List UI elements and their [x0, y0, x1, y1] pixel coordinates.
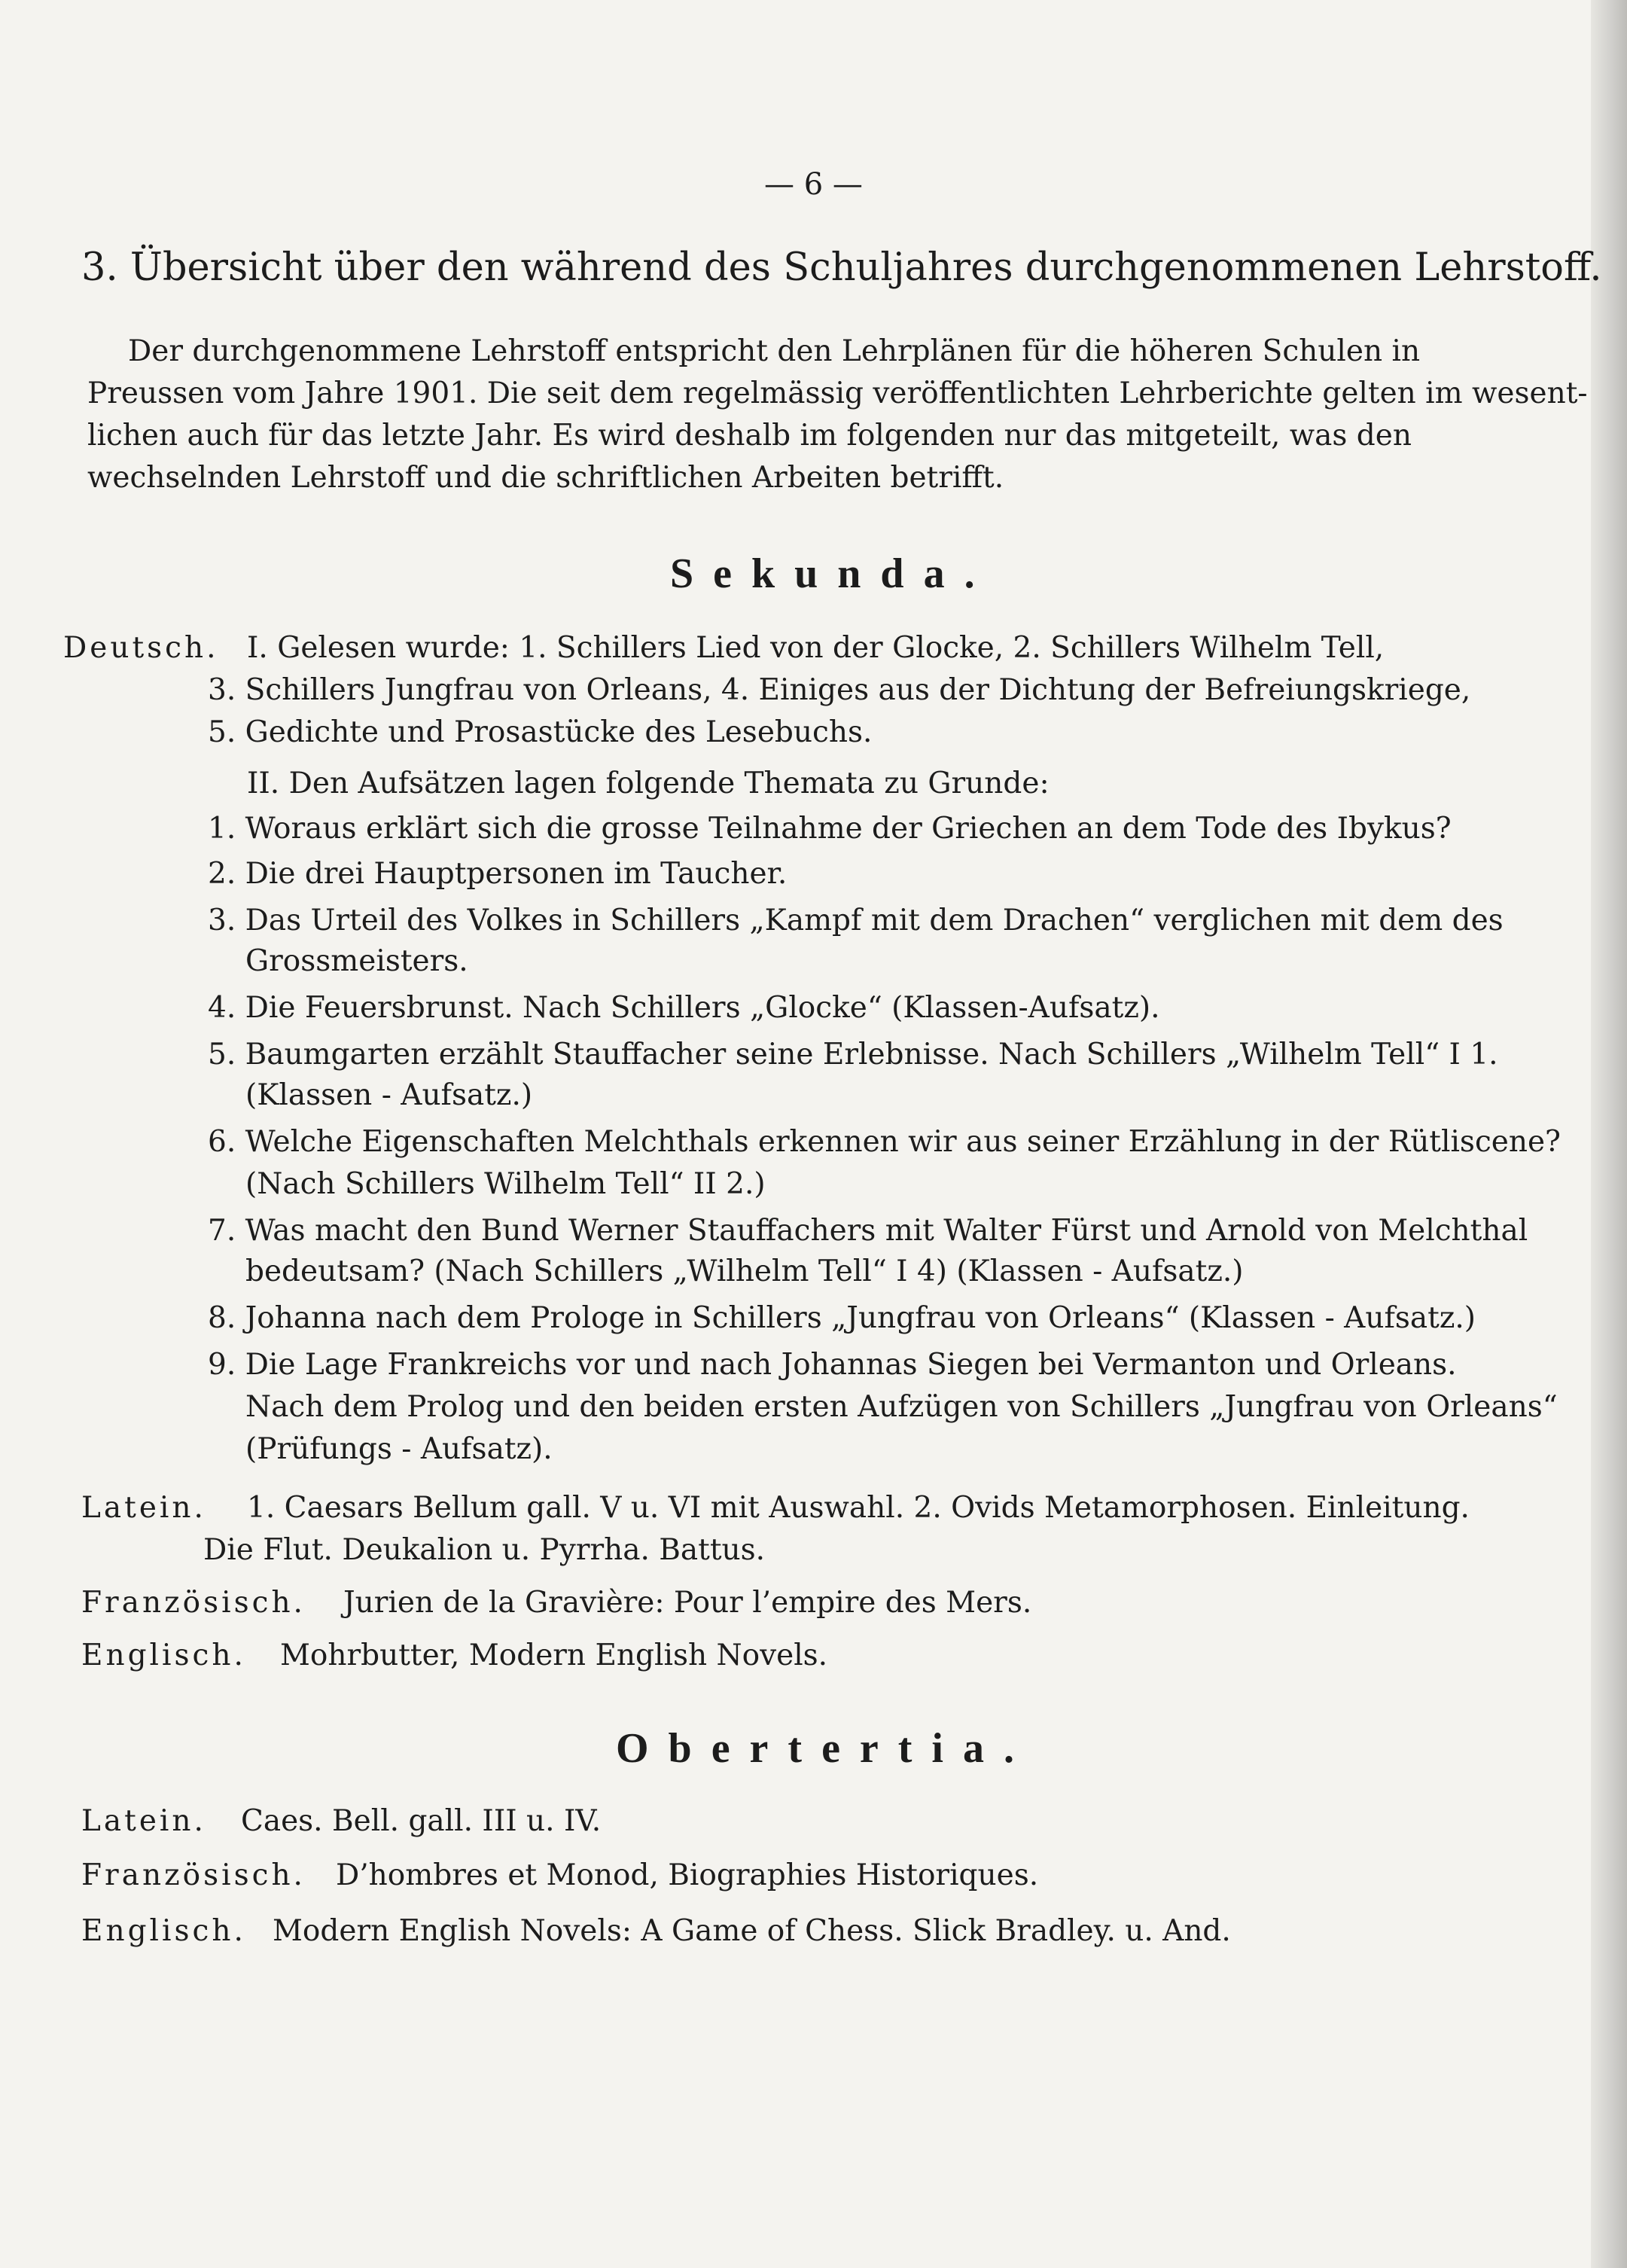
page-number: — 6 — — [764, 167, 863, 202]
franzoesisch-text: D’hombres et Monod, Biographies Historiques. — [336, 1858, 1039, 1892]
thema-item-cont: Grossmeisters. — [245, 944, 468, 978]
subject-latein: Latein. — [81, 1804, 206, 1838]
subject-franzoesisch: Französisch. — [81, 1586, 306, 1620]
subject-deutsch: Deutsch. — [63, 631, 219, 665]
franzoesisch-text: Jurien de la Gravière: Pour l’empire des Mers. — [343, 1586, 1032, 1620]
thema-item: 5. Baumgarten erzählt Stauffacher seine Erlebnisse. Nach Schillers „Wilhelm Tell“ I 1. — [208, 1038, 1498, 1072]
thema-item: 2. Die drei Hauptpersonen im Taucher. — [208, 857, 788, 891]
englisch-text: Modern English Novels: A Game of Chess. Slick Bradley. u. And. — [273, 1914, 1231, 1948]
latein-line: 1. Caesars Bellum gall. V u. VI mit Auswahl. 2. Ovids Metamorphosen. Einleitung. — [247, 1491, 1470, 1525]
thema-item: 3. Das Urteil des Volkes in Schillers „Kampf mit dem Drachen“ verglichen mit dem des — [208, 904, 1504, 937]
intro-line: lichen auch für das letzte Jahr. Es wird deshalb im folgenden nur das mitgeteilt, was den — [87, 419, 1412, 453]
thema-item: 4. Die Feuersbrunst. Nach Schillers „Glocke“ (Klassen-Aufsatz). — [208, 991, 1160, 1025]
intro-line: Preussen vom Jahre 1901. Die seit dem regelmässig veröffentlichten Lehrberichte gelten im wesent- — [87, 376, 1588, 410]
section-title: 3. Übersicht über den während des Schuljahres durchgenommenen Lehrstoff. — [81, 245, 1602, 290]
thema-item-cont: bedeutsam? (Nach Schillers „Wilhelm Tell“ I 4) (Klassen - Aufsatz.) — [245, 1254, 1244, 1288]
deutsch-line: 3. Schillers Jungfrau von Orleans, 4. Einiges aus der Dichtung der Befreiungskriege, — [208, 673, 1471, 707]
thema-item: 1. Woraus erklärt sich die grosse Teilnahme der Griechen an dem Tode des Ibykus? — [208, 812, 1452, 846]
subject-franzoesisch: Französisch. — [81, 1858, 306, 1892]
heading-sekunda: Sekunda. — [670, 550, 995, 597]
deutsch-line: II. Den Aufsätzen lagen folgende Themata zu Grunde: — [247, 767, 1050, 800]
englisch-text: Mohrbutter, Modern English Novels. — [280, 1639, 828, 1672]
thema-item-cont: (Klassen - Aufsatz.) — [245, 1078, 533, 1112]
subject-englisch: Englisch. — [81, 1914, 246, 1948]
latein-line: Die Flut. Deukalion u. Pyrrha. Battus. — [203, 1533, 766, 1567]
thema-item: 6. Welche Eigenschaften Melchthals erkennen wir aus seiner Erzählung in der Rütliscene? — [208, 1125, 1561, 1159]
intro-line: Der durchgenommene Lehrstoff entspricht den Lehrplänen für die höheren Schulen in — [128, 334, 1421, 368]
thema-item-cont: Nach dem Prolog und den beiden ersten Aufzügen von Schillers „Jungfrau von Orleans“ — [245, 1390, 1558, 1424]
thema-item: 9. Die Lage Frankreichs vor und nach Johannas Siegen bei Vermanton und Orleans. — [208, 1348, 1457, 1382]
subject-englisch: Englisch. — [81, 1639, 246, 1672]
deutsch-line: I. Gelesen wurde: 1. Schillers Lied von der Glocke, 2. Schillers Wilhelm Tell, — [247, 631, 1385, 665]
intro-line: wechselnden Lehrstoff und die schriftlichen Arbeiten betrifft. — [87, 461, 1004, 495]
page-edge — [1591, 0, 1627, 2268]
thema-item-cont: (Nach Schillers Wilhelm Tell“ II 2.) — [245, 1167, 766, 1201]
subject-latein: Latein. — [81, 1491, 206, 1525]
thema-item: 7. Was macht den Bund Werner Stauffachers mit Walter Fürst und Arnold von Melchthal — [208, 1214, 1528, 1248]
heading-obertertia: Obertertia. — [616, 1725, 1034, 1772]
latein-text: Caes. Bell. gall. III u. IV. — [241, 1804, 602, 1838]
deutsch-line: 5. Gedichte und Prosastücke des Lesebuchs. — [208, 715, 873, 749]
thema-item-cont: (Prüfungs - Aufsatz). — [245, 1432, 553, 1466]
thema-item: 8. Johanna nach dem Prologe in Schillers „Jungfrau von Orleans“ (Klassen - Aufsatz.) — [208, 1301, 1476, 1335]
